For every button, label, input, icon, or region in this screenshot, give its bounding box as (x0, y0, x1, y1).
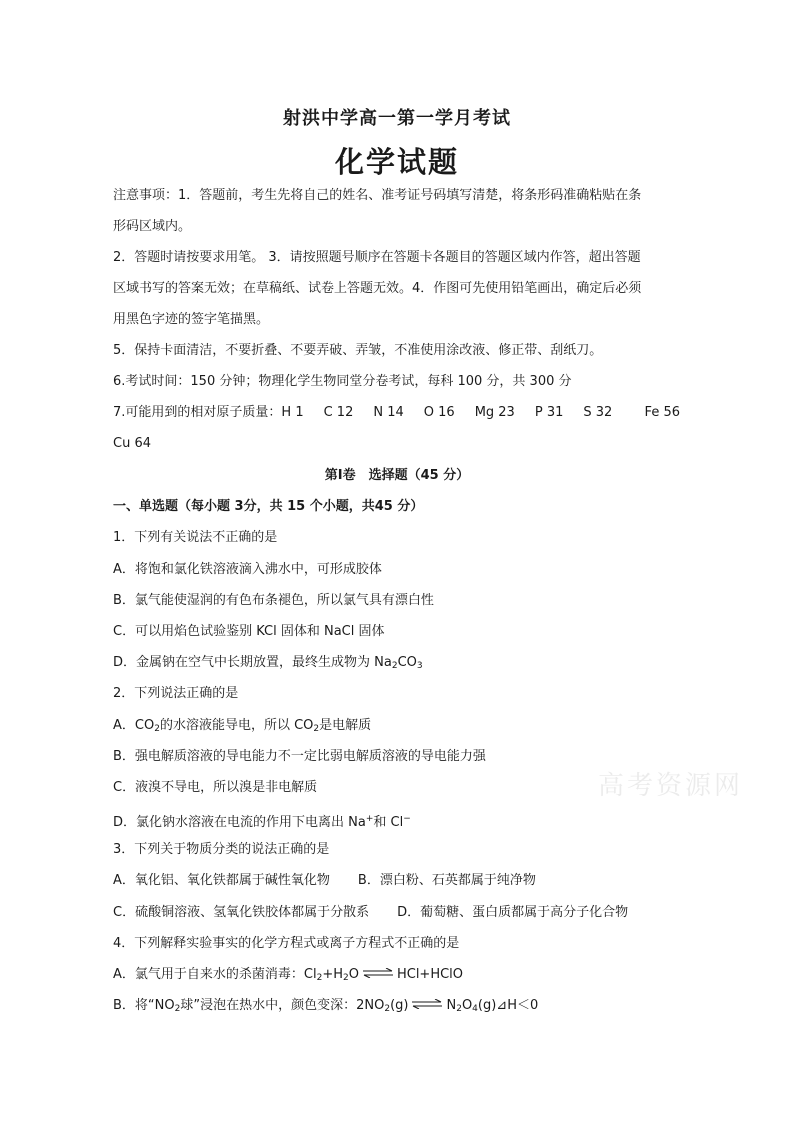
subscript: 2 (384, 1004, 391, 1014)
option-text: (g)⊿H＜0 (477, 998, 539, 1013)
atomic-mass-fe: Fe 56 (644, 405, 680, 420)
question-3-options-ab (113, 871, 688, 891)
question-4-stem: 4．下列解释实验事实的化学方程式或离子方程式不正确的是 (113, 936, 460, 951)
superscript: − (403, 814, 411, 824)
superscript: + (365, 814, 374, 824)
watermark: 高考资源网 (598, 771, 744, 801)
subscript: 2 (456, 1004, 462, 1014)
question-3-option-b: B．漂白粉、石英都属于纯净物 (357, 873, 536, 888)
atomic-mass-label: 7.可能用到的相对原子质量： (113, 405, 282, 420)
atomic-mass-item: C 12 (323, 405, 354, 420)
atomic-mass-item: O 16 (423, 405, 455, 420)
question-1-option-c: C．可以用焰色试验鉴别 KCl 固体和 NaCl 固体 (113, 624, 385, 639)
option-text: 球”浸泡在热水中，颜色变深：2NO (180, 998, 385, 1013)
atomic-mass-item: N 14 (373, 405, 404, 420)
option-text: HCl+HClO (396, 967, 464, 982)
subscript: 3 (416, 661, 423, 671)
notes-line-7: 6.考试时间：150 分钟；物理化学生物同堂分卷考试，每科 100 分，共 300 分 (113, 374, 572, 389)
question-1-option-a: A．将饱和氯化铁溶液滴入沸水中，可形成胶体 (113, 562, 382, 577)
notes-line-6: 5．保持卡面清洁，不要折叠、不要弄破、弄皱，不准使用涂改液、修正带、刮纸刀。 (113, 343, 603, 358)
question-3-option-d: D．葡萄糖、蛋白质都属于高分子化合物 (397, 905, 629, 920)
subscript: 2 (391, 661, 398, 671)
subscript: 2 (154, 724, 160, 734)
subscript: 2 (174, 1004, 181, 1014)
atomic-mass-cu: Cu 64 (113, 436, 151, 451)
school-title: 射洪中学高一第一学月考试 (283, 108, 511, 129)
atomic-mass-item: S 32 (583, 405, 613, 420)
atomic-mass-item: H 1 (281, 405, 304, 420)
subscript: 2 (313, 724, 320, 734)
option-text: O (461, 998, 473, 1013)
part-title: 一、单选题（每小题 3分，共 15 个小题，共45 分） (113, 499, 424, 514)
question-1-option-b: B．氯气能使湿润的有色布条褪色，所以氯气具有漂白性 (113, 593, 434, 608)
atomic-mass-line (113, 403, 688, 423)
option-text: B．将“NO (113, 998, 175, 1013)
notes-line-3: 2．答题时请按要求用笔。 3．请按照题号顺序在答题卡各题目的答题区域内作答，超出答题 (113, 250, 641, 265)
question-2-stem: 2．下列说法正确的是 (113, 686, 239, 701)
question-3-options-cd (113, 903, 688, 923)
option-text: D．金属钠在空气中长期放置，最终生成物为 Na (113, 655, 392, 670)
question-4-option-b (113, 996, 688, 1019)
atomic-mass-item: Mg 23 (474, 405, 515, 420)
equilibrium-arrow-icon (411, 999, 443, 1009)
question-1-option-d (113, 653, 688, 676)
option-text: N (446, 998, 457, 1013)
option-text: O (348, 967, 359, 982)
option-text: 的水溶液能导电，所以 CO (159, 718, 314, 733)
subscript: 2 (316, 973, 323, 983)
option-text: D．氯化钠水溶液在电流的作用下电离出 Na (113, 815, 366, 830)
option-text: CO (397, 655, 417, 670)
option-text: (g) (390, 998, 409, 1013)
option-text: +H (322, 967, 343, 982)
volume-title: 第Ⅰ卷 选择题（45 分） (324, 468, 470, 483)
question-2-option-c: C．液溴不导电，所以溴是非电解质 (113, 780, 318, 795)
question-3-option-c: C．硫酸铜溶液、氢氧化铁胶体都属于分散系 (113, 905, 370, 920)
subscript: 4 (472, 1004, 478, 1014)
question-2-option-d (113, 809, 688, 833)
question-2-option-a (113, 716, 688, 739)
notes-line-1: 注意事项：1．答题前，考生先将自己的姓名、准考证号码填写清楚，将条形码准确粘贴在条 (113, 188, 642, 203)
option-text: 是电解质 (319, 718, 372, 733)
question-1-stem: 1．下列有关说法不正确的是 (113, 530, 278, 545)
atomic-mass-item: P 31 (534, 405, 564, 420)
subscript: 2 (343, 973, 349, 983)
subject-title: 化学试题 (334, 145, 459, 179)
equilibrium-arrow-icon (362, 968, 394, 978)
question-2-option-b: B．强电解质溶液的导电能力不一定比弱电解质溶液的导电能力强 (113, 749, 486, 764)
question-4-option-a (113, 965, 688, 988)
option-text: 和 Cl (373, 815, 404, 830)
question-3-stem: 3．下列关于物质分类的说法正确的是 (113, 842, 330, 857)
option-text: A．CO (113, 718, 155, 733)
notes-line-2: 形码区域内。 (113, 219, 192, 234)
notes-line-5: 用黑色字迹的签字笔描黑。 (113, 312, 270, 327)
question-3-option-a: A．氧化铝、氧化铁都属于碱性氧化物 (113, 873, 330, 888)
notes-line-4: 区域书写的答案无效；在草稿纸、试卷上答题无效。4．作图可先使用铅笔画出，确定后必须 (113, 281, 642, 296)
option-text: A．氯气用于自来水的杀菌消毒：Cl (113, 967, 317, 982)
